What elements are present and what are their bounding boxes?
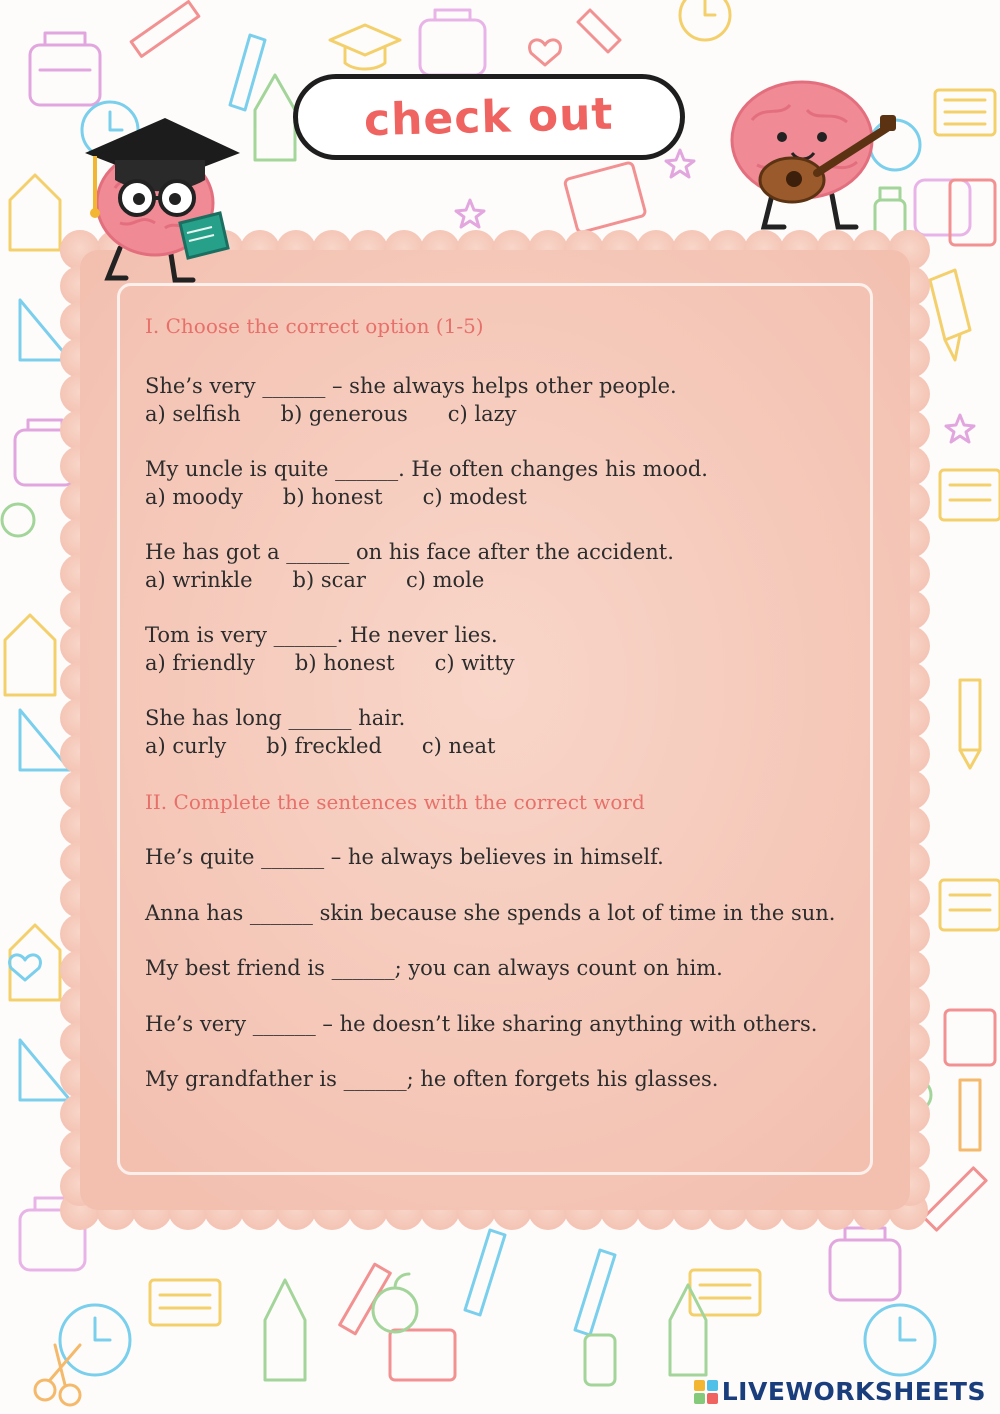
option-a[interactable]: a) selfish [145, 402, 241, 426]
question-3: He has got a ______ on his face after the accident. [145, 540, 674, 564]
sentence-1: He’s quite ______ – he always believes in himself. [145, 845, 664, 869]
guitar-brain-character [722, 75, 907, 235]
page-title: check out [363, 88, 615, 146]
option-b[interactable]: b) freckled [266, 734, 382, 758]
options-4 [145, 649, 555, 677]
options-2 [145, 483, 567, 511]
option-c[interactable]: c) mole [405, 568, 485, 592]
sentence-5: My grandfather is ______; he often forgets his glasses. [145, 1067, 719, 1091]
graduate-brain-character [75, 98, 245, 288]
question-2: My uncle is quite ______. He often changes his mood. [145, 457, 708, 481]
option-a[interactable]: a) friendly [145, 651, 255, 675]
option-c[interactable]: c) modest [422, 485, 527, 509]
logo-text: LIVEWORKSHEETS [721, 1377, 986, 1406]
question-1: She’s very ______ – she always helps other people. [145, 374, 677, 398]
option-c[interactable]: c) witty [434, 651, 515, 675]
option-b[interactable]: b) honest [294, 651, 395, 675]
options-5 [145, 732, 535, 760]
option-b[interactable]: b) scar [292, 568, 366, 592]
option-c[interactable]: c) neat [421, 734, 496, 758]
question-4: Tom is very ______. He never lies. [145, 623, 498, 647]
section2-heading: II. Complete the sentences with the correct word [145, 790, 645, 814]
sentence-4: He’s very ______ – he doesn’t like sharing anything with others. [145, 1012, 818, 1036]
options-1 [145, 400, 557, 428]
title-banner [293, 74, 685, 160]
liveworksheets-logo-icon [694, 1380, 718, 1404]
liveworksheets-logo[interactable] [694, 1377, 986, 1406]
question-5: She has long ______ hair. [145, 706, 406, 730]
worksheet-content [145, 312, 845, 1091]
option-a[interactable]: a) moody [145, 485, 243, 509]
option-a[interactable]: a) curly [145, 734, 227, 758]
option-b[interactable]: b) generous [280, 402, 408, 426]
option-c[interactable]: c) lazy [447, 402, 517, 426]
option-b[interactable]: b) honest [282, 485, 383, 509]
section1-heading: I. Choose the correct option (1-5) [145, 314, 484, 338]
sentence-2: Anna has ______ skin because she spends a lot of time in the sun. [145, 901, 836, 925]
sentence-3: My best friend is ______; you can always count on him. [145, 956, 723, 980]
options-3 [145, 566, 524, 594]
option-a[interactable]: a) wrinkle [145, 568, 253, 592]
